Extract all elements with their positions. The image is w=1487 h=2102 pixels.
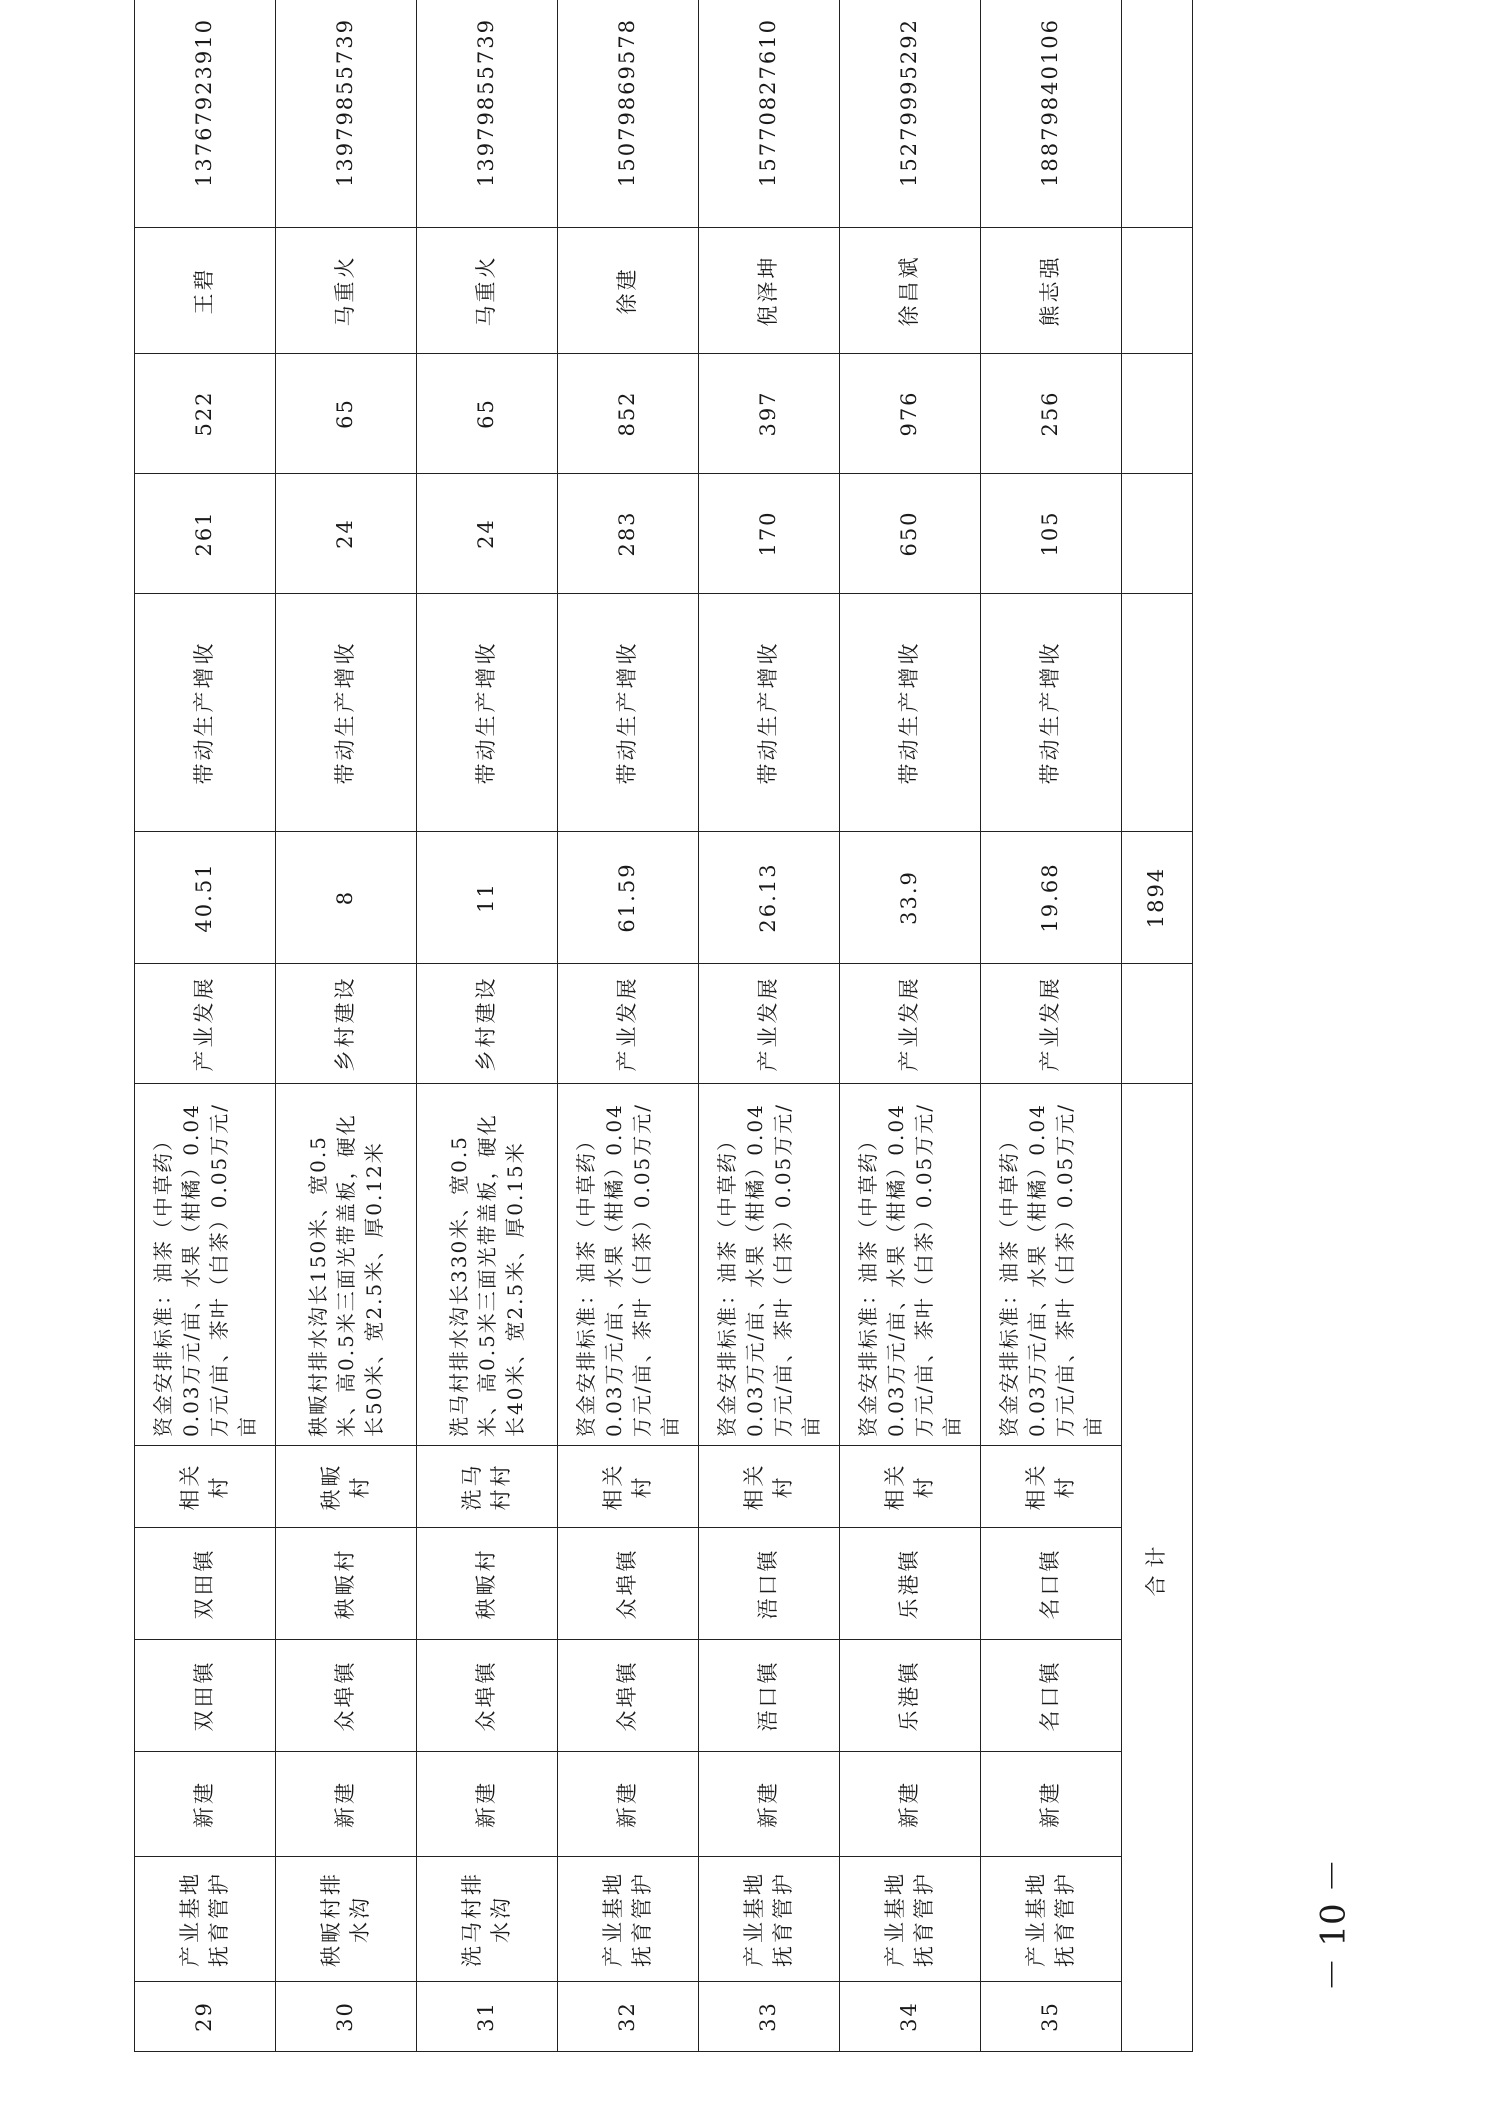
total-label: 合计	[1122, 1084, 1193, 2052]
cell-content: 秧畈村排水沟长150米、宽0.5米、高0.5米三面光带盖板，硬化长50米、宽2.5米、厚0.12米	[276, 1084, 417, 1446]
cell-no: 30	[276, 1982, 417, 2052]
cell-town: 浯口镇	[699, 1640, 840, 1752]
cell-no: 35	[981, 1982, 1122, 2052]
cell-people: 65	[276, 354, 417, 474]
cell-funds: 61.59	[558, 832, 699, 964]
cell-village: 相关村	[840, 1446, 981, 1528]
cell-funds: 26.13	[699, 832, 840, 964]
cell-unit: 秧畈村	[417, 1528, 558, 1640]
table-page	[134, 18, 1184, 2052]
cell-households: 105	[981, 474, 1122, 594]
cell-town: 众埠镇	[558, 1640, 699, 1752]
cell-type: 新建	[417, 1752, 558, 1857]
cell-unit: 乐港镇	[840, 1528, 981, 1640]
cell-name: 产业基地抚育管护	[135, 1857, 276, 1982]
cell-type: 新建	[840, 1752, 981, 1857]
cell-type: 新建	[981, 1752, 1122, 1857]
table-row	[699, 0, 840, 2052]
cell-funds: 33.9	[840, 832, 981, 964]
cell-benefit: 带动生产增收	[699, 594, 840, 832]
table-row	[135, 0, 276, 2052]
cell-town: 众埠镇	[417, 1640, 558, 1752]
cell-unit: 名口镇	[981, 1528, 1122, 1640]
cell-funds: 19.68	[981, 832, 1122, 964]
cell-phone	[1122, 0, 1193, 228]
cell-households: 24	[417, 474, 558, 594]
cell-name: 产业基地抚育管护	[558, 1857, 699, 1982]
cell-category: 乡村建设	[276, 964, 417, 1084]
cell-phone: 13767923910	[135, 0, 276, 228]
cell-unit: 众埠镇	[558, 1528, 699, 1640]
cell-phone: 15279995292	[840, 0, 981, 228]
cell-phone: 18879840106	[981, 0, 1122, 228]
cell-unit: 秧畈村	[276, 1528, 417, 1640]
cell-name: 产业基地抚育管护	[981, 1857, 1122, 1982]
cell-contact	[1122, 228, 1193, 354]
cell-unit: 双田镇	[135, 1528, 276, 1640]
cell-no: 33	[699, 1982, 840, 2052]
cell-benefit: 带动生产增收	[417, 594, 558, 832]
cell-type: 新建	[558, 1752, 699, 1857]
cell-name: 产业基地抚育管护	[699, 1857, 840, 1982]
cell-content: 洗马村排水沟长330米、宽0.5米、高0.5米三面光带盖板，硬化长40米、宽2.5米、厚0.15米	[417, 1084, 558, 1446]
cell-contact: 熊志强	[981, 228, 1122, 354]
cell-type: 新建	[699, 1752, 840, 1857]
cell-village: 相关村	[981, 1446, 1122, 1528]
cell-village: 洗马村村	[417, 1446, 558, 1528]
cell-contact: 倪泽坤	[699, 228, 840, 354]
cell-name: 洗马村排水沟	[417, 1857, 558, 1982]
cell-benefit: 带动生产增收	[135, 594, 276, 832]
cell-households: 170	[699, 474, 840, 594]
cell-households: 261	[135, 474, 276, 594]
cell-category	[1122, 964, 1193, 1084]
cell-category: 产业发展	[840, 964, 981, 1084]
cell-town: 乐港镇	[840, 1640, 981, 1752]
cell-funds: 11	[417, 832, 558, 964]
cell-village: 相关村	[135, 1446, 276, 1528]
cell-people: 256	[981, 354, 1122, 474]
cell-people: 397	[699, 354, 840, 474]
cell-unit: 浯口镇	[699, 1528, 840, 1640]
cell-households	[1122, 474, 1193, 594]
table-row	[840, 0, 981, 2052]
cell-content: 资金安排标准：油茶（中草药）0.03万元/亩、水果（柑橘）0.04万元/亩、茶叶（白茶）0.05万元/亩	[135, 1084, 276, 1446]
cell-category: 产业发展	[135, 964, 276, 1084]
cell-name: 秧畈村排水沟	[276, 1857, 417, 1982]
cell-funds: 8	[276, 832, 417, 964]
table-row	[981, 0, 1122, 2052]
cell-no: 34	[840, 1982, 981, 2052]
cell-town: 名口镇	[981, 1640, 1122, 1752]
cell-town: 众埠镇	[276, 1640, 417, 1752]
cell-village: 相关村	[558, 1446, 699, 1528]
cell-content: 资金安排标准：油茶（中草药）0.03万元/亩、水果（柑橘）0.04万元/亩、茶叶（白茶）0.05万元/亩	[558, 1084, 699, 1446]
cell-funds: 40.51	[135, 832, 276, 964]
table-row	[417, 0, 558, 2052]
table-row	[558, 0, 699, 2052]
cell-phone: 15079869578	[558, 0, 699, 228]
cell-category: 产业发展	[699, 964, 840, 1084]
cell-content: 资金安排标准：油茶（中草药）0.03万元/亩、水果（柑橘）0.04万元/亩、茶叶（白茶）0.05万元/亩	[699, 1084, 840, 1446]
table-row	[276, 0, 417, 2052]
cell-households: 283	[558, 474, 699, 594]
cell-village: 相关村	[699, 1446, 840, 1528]
cell-no: 29	[135, 1982, 276, 2052]
cell-households: 650	[840, 474, 981, 594]
cell-category: 产业发展	[558, 964, 699, 1084]
cell-benefit	[1122, 594, 1193, 832]
cell-category: 乡村建设	[417, 964, 558, 1084]
cell-people: 976	[840, 354, 981, 474]
project-table	[134, 0, 1193, 2052]
page-number: － 10 －	[1313, 1858, 1354, 1992]
cell-people: 522	[135, 354, 276, 474]
cell-contact: 王碧	[135, 228, 276, 354]
total-row	[1122, 0, 1193, 2052]
cell-contact: 徐昌斌	[840, 228, 981, 354]
cell-content: 资金安排标准：油茶（中草药）0.03万元/亩、水果（柑橘）0.04万元/亩、茶叶（白茶）0.05万元/亩	[840, 1084, 981, 1446]
cell-no: 32	[558, 1982, 699, 2052]
cell-type: 新建	[276, 1752, 417, 1857]
cell-no: 31	[417, 1982, 558, 2052]
cell-contact: 马重火	[417, 228, 558, 354]
cell-contact: 徐建	[558, 228, 699, 354]
cell-people: 65	[417, 354, 558, 474]
cell-phone: 13979855739	[276, 0, 417, 228]
cell-content: 资金安排标准：油茶（中草药）0.03万元/亩、水果（柑橘）0.04万元/亩、茶叶（白茶）0.05万元/亩	[981, 1084, 1122, 1446]
cell-phone: 15770827610	[699, 0, 840, 228]
cell-town: 双田镇	[135, 1640, 276, 1752]
cell-village: 秧畈村	[276, 1446, 417, 1528]
cell-name: 产业基地抚育管护	[840, 1857, 981, 1982]
cell-households: 24	[276, 474, 417, 594]
cell-people	[1122, 354, 1193, 474]
cell-phone: 13979855739	[417, 0, 558, 228]
total-funds: 1894	[1122, 832, 1193, 964]
cell-benefit: 带动生产增收	[558, 594, 699, 832]
cell-people: 852	[558, 354, 699, 474]
cell-benefit: 带动生产增收	[276, 594, 417, 832]
cell-category: 产业发展	[981, 964, 1122, 1084]
cell-contact: 马重火	[276, 228, 417, 354]
cell-benefit: 带动生产增收	[840, 594, 981, 832]
cell-benefit: 带动生产增收	[981, 594, 1122, 832]
cell-type: 新建	[135, 1752, 276, 1857]
